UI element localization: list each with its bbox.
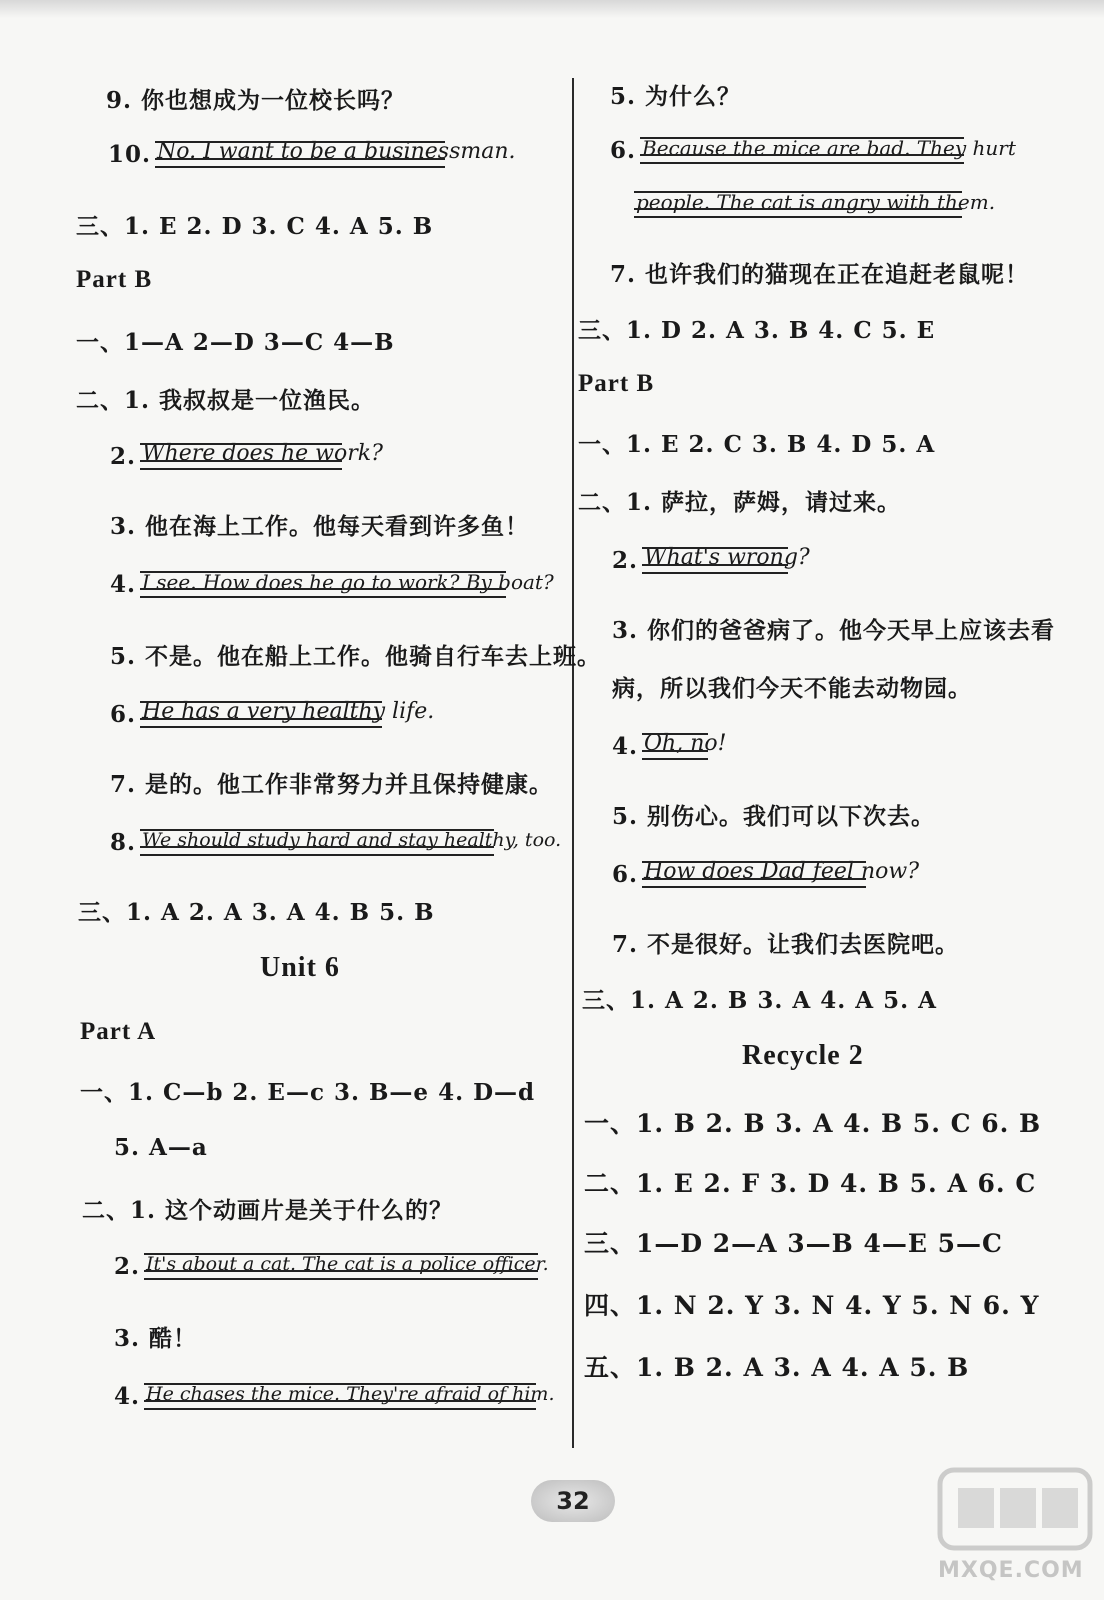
answer-line: 3. 酷！ <box>114 1325 198 1352</box>
answer-line: 四、1. N 2. Y 3. N 4. Y 5. N 6. Y <box>584 1291 1040 1320</box>
handwritten-answer-line <box>110 440 383 470</box>
watermark-logo <box>930 1462 1100 1592</box>
item-number: 4. <box>612 733 639 760</box>
handwritten-answer-line <box>114 1250 549 1280</box>
handwritten-answer: He chases the mice. They're afraid of him. <box>144 1380 536 1410</box>
item-number: 6. <box>612 861 639 888</box>
answer-line: 三、1. D 2. A 3. B 4. C 5. E <box>578 317 936 344</box>
handwritten-answer: Oh, no! <box>642 730 708 760</box>
page-number: 32 <box>531 1480 615 1522</box>
part-heading: Part B <box>76 266 153 293</box>
watermark-text: MXQE.COM <box>938 1558 1084 1583</box>
answer-line: 二、1. 这个动画片是关于什么的？ <box>82 1197 454 1224</box>
answer-line: 病，所以我们今天不能去动物园。 <box>612 675 972 702</box>
answer-line: 五、1. B 2. A 3. A 4. A 5. B <box>584 1353 970 1382</box>
scan-top-shadow <box>0 0 1104 18</box>
answer-line: 三、1. E 2. D 3. C 4. A 5. B <box>76 213 434 240</box>
answer-line: 5. 别伤心。我们可以下次去。 <box>612 803 936 830</box>
handwritten-answer: How does Dad feel now? <box>642 858 866 888</box>
answer-line: 三、1—D 2—A 3—B 4—E 5—C <box>584 1229 1003 1258</box>
handwritten-answer-line <box>612 544 810 574</box>
answer-line: 3. 他在海上工作。他每天看到许多鱼！ <box>110 513 530 540</box>
handwritten-answer: Where does he work? <box>140 440 342 470</box>
answer-line: 5. 为什么？ <box>610 83 742 110</box>
answer-line: 三、1. A 2. B 3. A 4. A 5. A <box>582 987 937 1014</box>
answer-line: 一、1. C—b 2. E—c 3. B—e 4. D—d <box>80 1079 536 1106</box>
answer-line: 3. 你们的爸爸病了。他今天早上应该去看 <box>612 617 1056 644</box>
answer-line: 5. 不是。他在船上工作。他骑自行车去上班。 <box>110 643 602 670</box>
handwritten-answer: He has a very healthy life. <box>140 698 382 728</box>
handwritten-answer: people. The cat is angry with them. <box>634 188 962 218</box>
answer-line: 三、1. A 2. A 3. A 4. B 5. B <box>78 899 435 926</box>
handwritten-answer-line <box>612 858 919 888</box>
answer-line: 一、1. B 2. B 3. A 4. B 5. C 6. B <box>584 1109 1042 1138</box>
handwritten-answer: Because the mice are bad. They hurt <box>640 134 964 164</box>
answer-line: 二、1. 我叔叔是一位渔民。 <box>76 387 376 414</box>
handwritten-answer: It's about a cat. The cat is a police officer. <box>144 1250 538 1280</box>
part-heading: Part B <box>578 370 655 397</box>
handwritten-answer-line <box>110 826 562 856</box>
handwritten-answer-line <box>110 698 435 728</box>
answer-line: 9. 你也想成为一位校长吗？ <box>106 87 406 114</box>
item-number: 6. <box>610 137 637 164</box>
item-number: 2. <box>114 1253 141 1280</box>
item-number: 2. <box>110 443 137 470</box>
handwritten-answer-line <box>634 188 996 218</box>
answer-line: 5. A—a <box>114 1134 208 1161</box>
handwritten-answer-line <box>610 134 1016 164</box>
item-number: 6. <box>110 701 137 728</box>
answer-line: 一、1. E 2. C 3. B 4. D 5. A <box>578 431 936 458</box>
part-heading: Part A <box>80 1018 157 1045</box>
item-number: 2. <box>612 547 639 574</box>
handwritten-answer: What's wrong? <box>642 544 788 574</box>
item-number: 4. <box>114 1383 141 1410</box>
handwritten-answer-line <box>108 138 516 168</box>
item-number: 4. <box>110 571 137 598</box>
unit-title: Unit 6 <box>260 952 340 983</box>
handwritten-answer-line <box>612 730 727 760</box>
answer-line: 一、1—A 2—D 3—C 4—B <box>76 329 395 356</box>
answer-line: 7. 是的。他工作非常努力并且保持健康。 <box>110 771 554 798</box>
unit-title: Recycle 2 <box>742 1040 864 1071</box>
answer-line: 7. 也许我们的猫现在正在追赶老鼠呢！ <box>610 261 1030 288</box>
handwritten-answer: I see. How does he go to work? By boat? <box>140 568 506 598</box>
item-number: 10. <box>108 141 152 168</box>
handwritten-answer: No. I want to be a businessman. <box>155 138 445 168</box>
handwritten-answer-line <box>114 1380 555 1410</box>
answer-line: 二、1. 萨拉，萨姆，请过来。 <box>578 489 902 516</box>
column-divider <box>572 78 574 1448</box>
handwritten-answer: We should study hard and stay healthy, too. <box>140 826 494 856</box>
answer-line: 二、1. E 2. F 3. D 4. B 5. A 6. C <box>584 1169 1037 1198</box>
answer-line: 7. 不是很好。让我们去医院吧。 <box>612 931 960 958</box>
handwritten-answer-line <box>110 568 554 598</box>
item-number: 8. <box>110 829 137 856</box>
